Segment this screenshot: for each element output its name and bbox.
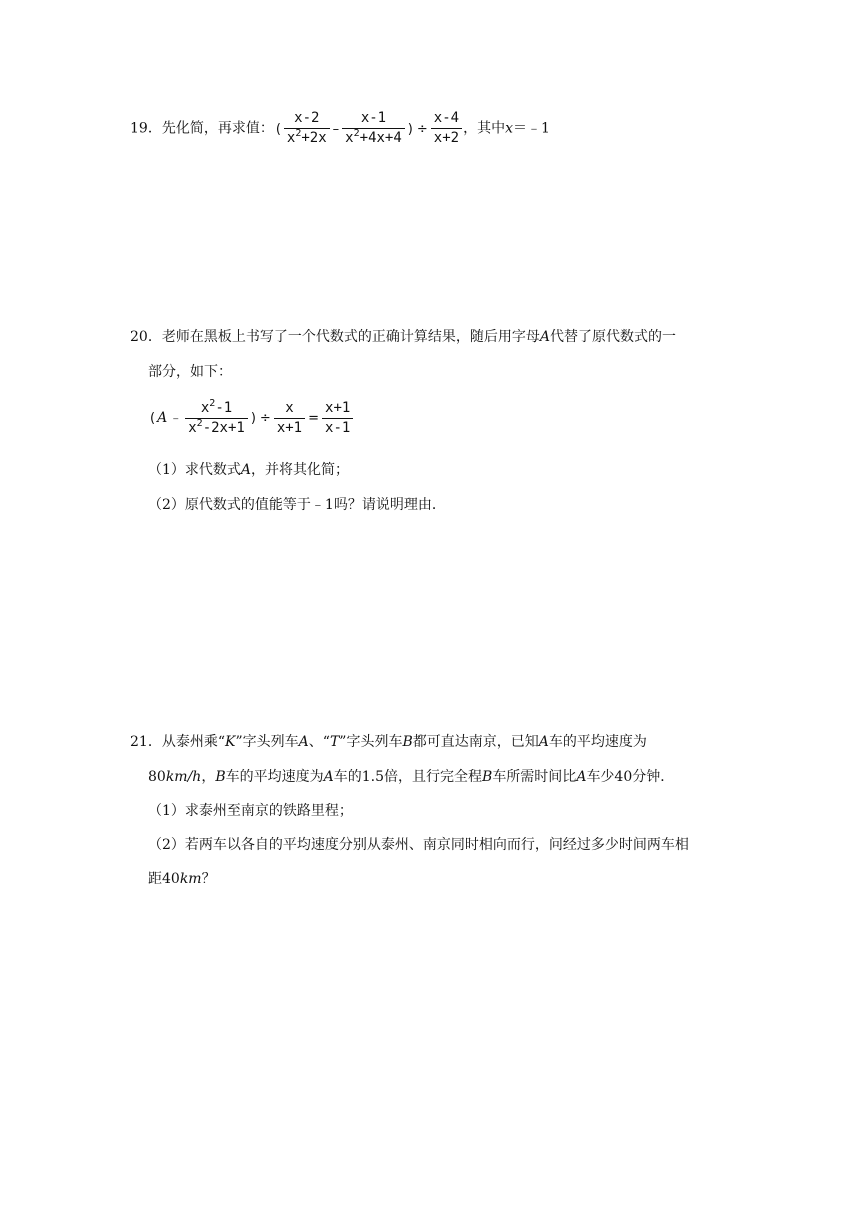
question-20-line2: 部分，如下： bbox=[148, 364, 232, 380]
question-20-sub2: （2）原代数式的值能等于﹣1吗？请说明理由． bbox=[148, 497, 446, 513]
question-21-sub2-line1: （2）若两车以各自的平均速度分别从泰州、南京同时相向而行，问经过多少时间两车相 bbox=[148, 837, 689, 853]
question-instruction: 先化简，再求值： bbox=[161, 120, 274, 137]
question-21-line1: 21．从泰州乘“K”字头列车A、“T”字头列车B都可直达南京，已知A车的平均速度为 bbox=[130, 734, 647, 750]
fraction: $\frac{x-2}{x^2+2x}$ bbox=[284, 110, 330, 147]
question-number: 19． bbox=[130, 120, 162, 137]
question-20-line1: 20．老师在黑板上书写了一个代数式的正确计算结果，随后用字母A代替了原代数式的一 bbox=[130, 329, 676, 345]
fraction: $\frac{x}{x+1}$ bbox=[274, 400, 305, 437]
question-number: 20． bbox=[130, 329, 162, 345]
fraction: $\frac{x-4}{x+2}$ bbox=[431, 110, 462, 147]
fraction: $\frac{x-1}{x^2+4x+4}$ bbox=[342, 110, 405, 147]
question-21-sub2-line2: 距40km？ bbox=[148, 871, 216, 887]
question-21-sub1: （1）求泰州至南京的铁路里程； bbox=[148, 803, 353, 819]
fraction: $\frac{x+1}{x-1}$ bbox=[322, 400, 353, 437]
question-21-line2: 80km/h，B车的平均速度为A车的1.5倍，且行完全程B车所需时间比A车少40分钟． bbox=[148, 769, 675, 785]
fraction: $\frac{x^2-1}{x^2-2x+1}$ bbox=[185, 400, 248, 437]
question-20-formula: ( A ﹣ $\frac{x^2-1}{x^2-2x+1}$ ) ÷ $\frac{x}{x+1}$ = $\frac{x+1}{x-1}$ bbox=[148, 396, 354, 441]
question-19: 19．先化简，再求值： ( $\frac{x-2}{x^2+2x}$ – $\frac{x-1}{x^2+4x+4}$ ) ÷ $\frac{x-4}{x+2}$ ，其中x＝﹣1 bbox=[130, 110, 550, 146]
question-20-sub1: （1）求代数式A，并将其化简； bbox=[148, 462, 350, 478]
question-number: 21． bbox=[130, 734, 162, 750]
